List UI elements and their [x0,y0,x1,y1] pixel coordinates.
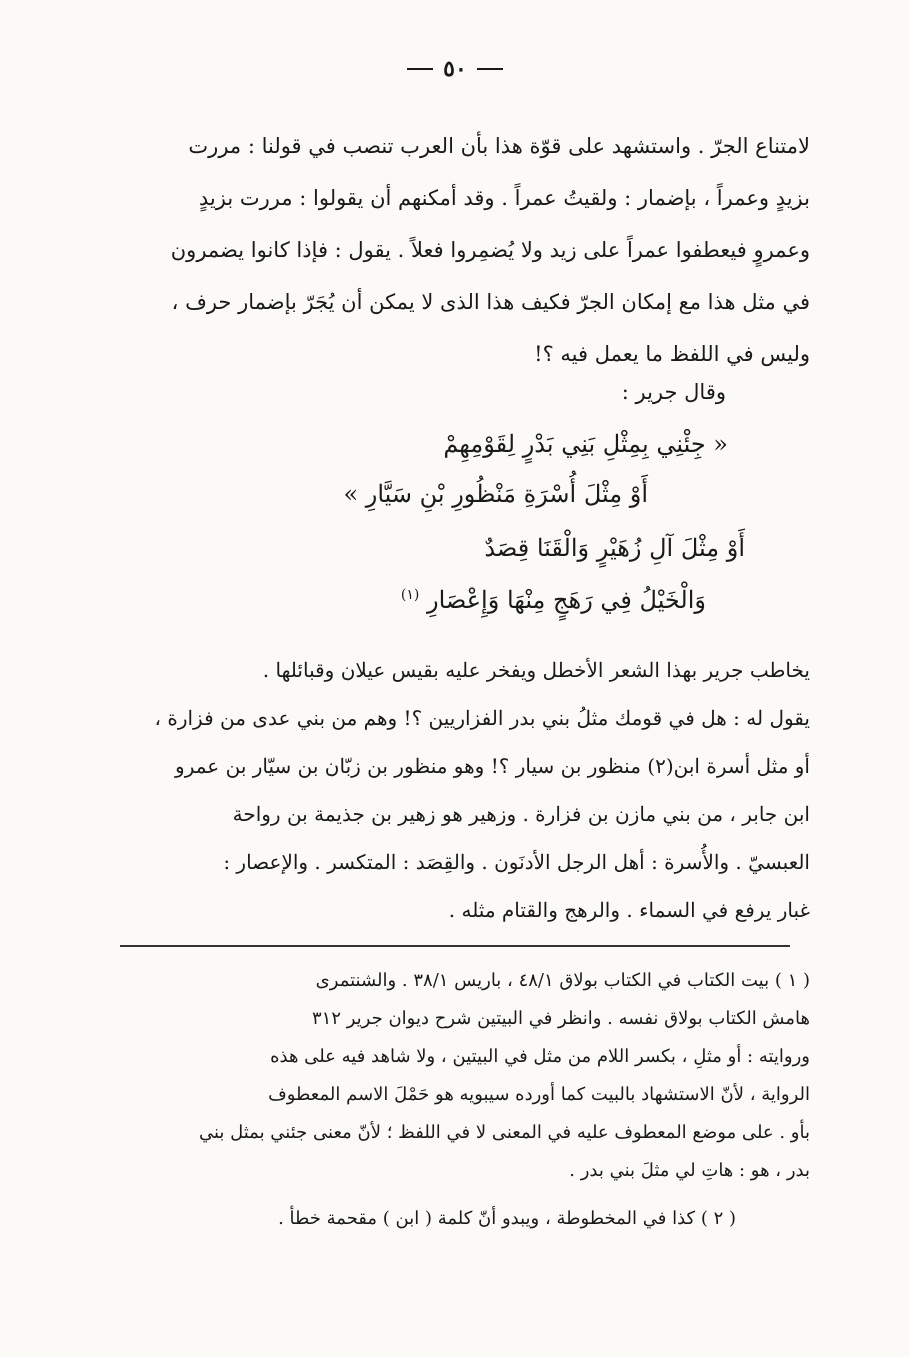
verse-line-1: « جِئْنِي بِمِثْلِ بَنِي بَدْرٍ لِقَوْمِهِمْ [443,430,728,458]
explanation-line: يقول له : هل في قومك مثلُ بني بدر الفزاريين ؟! وهم من بني عدى من فزارة ، [154,706,810,730]
footnote-line: ( ١ ) بيت الكتاب في الكتاب بولاق ٤٨/١ ، باريس ٣٨/١ . والشنتمرى [315,970,810,991]
poem-intro: وقال جرير : [621,380,726,404]
footnote-line: هامش الكتاب بولاق نفسه . وانظر في البيتين شرح ديوان جرير ٣١٢ [312,1008,810,1029]
footnote-2: ( ٢ ) كذا في المخطوطة ، ويبدو أنّ كلمة ( ابن ) مقحمة خطأ . [278,1208,736,1229]
explanation-line: غبار يرفع في السماء . والرهج والقتام مثله . [448,898,810,922]
body-line: وعمروٍ فيعطفوا عمراً على زيد ولا يُضمِروا فعلاً . يقول : فإذا كانوا يضمرون [170,238,810,262]
footnote-line: الرواية ، لأنّ الاستشهاد بالبيت كما أورده سيبويه هو حَمْلَ الاسم المعطوف [268,1084,810,1105]
body-line: لامتناع الجرّ . واستشهد على قوّة هذا بأن العرب تنصب في قولنا : مررت [188,134,810,158]
explanation-line: أو مثل أسرة ابن(٢) منظور بن سيار ؟! وهو منظور بن زبّان بن سيّار بن عمرو [175,754,810,778]
body-line: وليس في اللفظ ما يعمل فيه ؟! [534,342,810,366]
footnote-divider [120,945,790,947]
header-dash-right [477,68,503,70]
explanation-line: ابن جابر ، من بني مازن بن فزارة . وزهير هو زهير بن جذيمة بن رواحة [232,802,810,826]
verse-text: وَالْخَيْلُ فِي رَهَجٍ مِنْهَا وَإِعْصَارِ [427,586,706,614]
footnote-line: بدر ، هو : هاتِ لي مثلَ بني بدر . [569,1160,810,1181]
footnote-line: بأو . على موضع المعطوف عليه في المعنى لا في اللفظ ؛ لأنّ معنى جئني بمثل بني [198,1122,810,1143]
footnote-1 [118,962,810,1190]
body-paragraph [118,120,810,380]
footnote-mark: (١) [400,587,420,603]
explanation-line: يخاطب جرير بهذا الشعر الأخطل ويفخر عليه بقيس عيلان وقبائلها . [262,658,810,682]
footnote-line: وروايته : أو مثلِ ، بكسر اللام من مثل في البيتين ، ولا شاهد فيه على هذه [270,1046,810,1067]
body-line: بزيدٍ وعمراً ، بإضمار : ولقيتُ عمراً . وقد أمكنهم أن يقولوا : مررت بزيدٍ [198,186,810,210]
body-line: في مثل هذا مع إمكان الجرّ فكيف هذا الذى لا يمكن أن يُجَرّ بإضمار حرف ، [171,290,810,314]
header-dash-left [407,68,433,70]
verse-line-3: أَوْ مِثْلَ آلِ زُهَيْرٍ وَالْقَنَا قِصَدٌ [484,534,745,562]
page-header [0,52,910,86]
verse-line-2: أَوْ مِثْلَ أُسْرَةِ مَنْظُورِ بْنِ سَيَّارِ » [343,480,648,508]
verse-line-4 [401,586,706,614]
explanation-line: العبسيّ . والأُسرة : أهل الرجل الأدنَون . والقِصَد : المتكسر . والإعصار : [223,850,810,874]
page-number: ٥٠ [443,56,467,82]
explanation-paragraph [118,646,810,934]
